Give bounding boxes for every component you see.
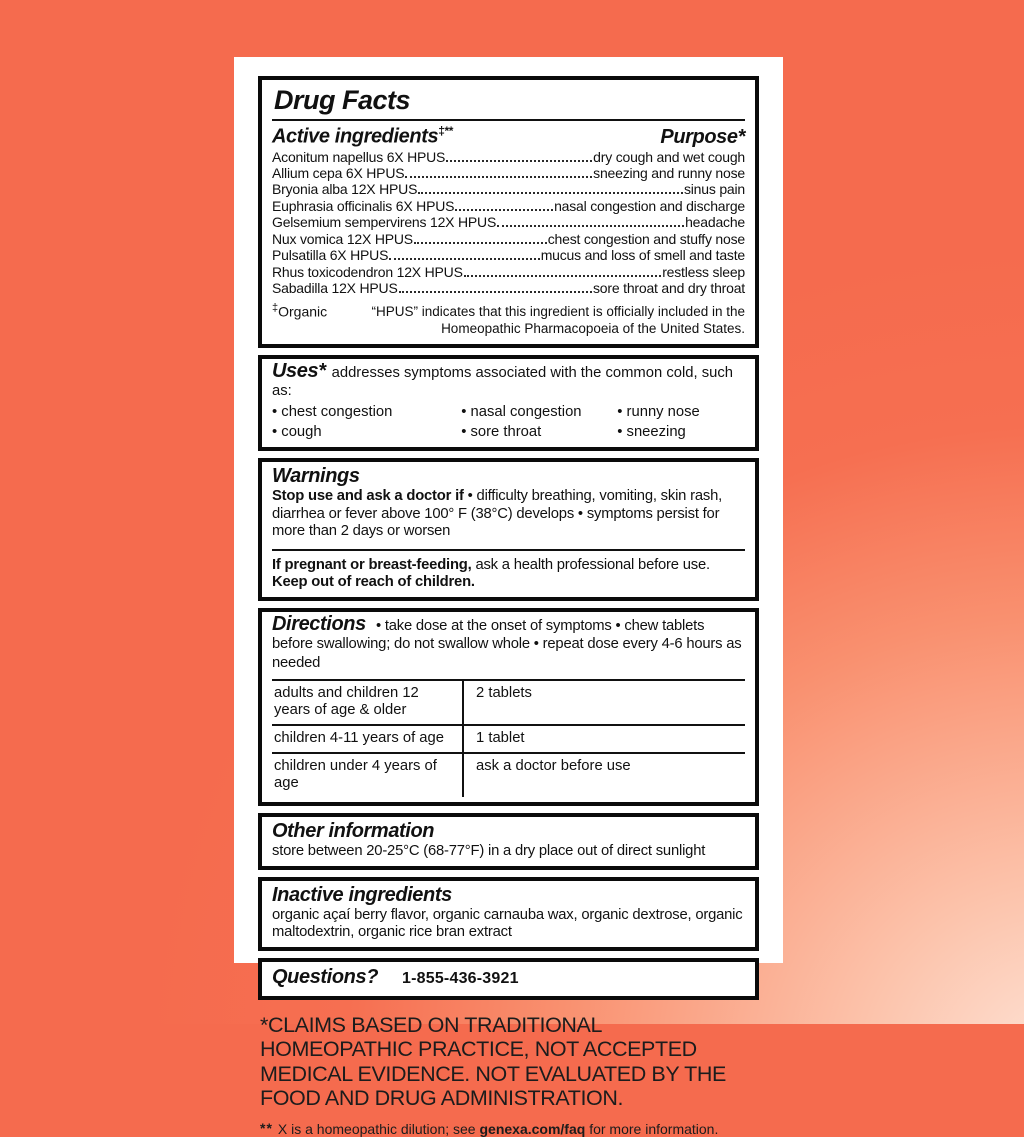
uses-bullet-grid: [272, 402, 745, 442]
dagger-mark: ‡: [272, 302, 279, 315]
uses-bullet: • cough: [272, 424, 322, 441]
section-questions: [258, 958, 759, 1000]
ingredient-row: [272, 231, 745, 247]
uses-header: [272, 362, 745, 400]
dotted-leader: [389, 258, 539, 260]
ingredient-row: [272, 280, 745, 296]
uses-heading: Uses*: [272, 360, 326, 383]
drug-facts-title: Drug Facts: [272, 83, 745, 121]
active-ingredients-heading: Active ingredients‡**: [272, 124, 454, 148]
dosage-row: [272, 681, 745, 726]
other-information-heading: Other information: [272, 820, 435, 843]
label-footer: [258, 1007, 759, 1137]
dotted-leader: [399, 291, 592, 293]
ingredient-purpose: restless sleep: [662, 263, 745, 280]
dosage-amount: 1 tablet: [476, 730, 525, 747]
directions-heading: Directions: [272, 612, 366, 635]
dosage-age-group: children 4-11 years of age: [272, 726, 464, 752]
genexa-faq-link: genexa.com/faq: [479, 1120, 586, 1137]
dosage-row: [272, 726, 745, 754]
inactive-ingredients-heading: Inactive ingredients: [272, 883, 452, 906]
other-information-text: store between 20-25°C (68-77°F) in a dry place out of direct sunlight: [272, 843, 706, 860]
ingredient-purpose: headache: [685, 214, 745, 231]
warnings-heading: Warnings: [272, 465, 360, 488]
dosage-age-group: children under 4 years of age: [272, 754, 464, 797]
dosage-row: [272, 754, 745, 797]
active-ingredients-footnote-marks: ‡**: [438, 124, 454, 138]
dotted-leader: [455, 209, 553, 211]
uses-intro: addresses symptoms associated with the common cold, such as:: [272, 365, 733, 400]
claims-disclaimer: *CLAIMS BASED ON TRADITIONAL HOMEOPATHIC PRACTICE, NOT ACCEPTED MEDICAL EVIDENCE. NOT EVALUATED BY THE FOOD AND DRUG ADMINISTRATION.: [260, 1012, 726, 1111]
ingredient-row: [272, 214, 745, 230]
warnings-stop-use: Stop use and ask a doctor if • difficulty breathing, vomiting, skin rash, diarrhea or fever above 100° F (38°C) develops • symptoms persist for more than 2 days or worsen: [272, 488, 723, 540]
directions-header: [272, 612, 745, 673]
dosage-amount: 2 tablets: [476, 685, 532, 702]
ingredient-purpose: dry cough and wet cough: [593, 148, 745, 165]
inactive-ingredients-text: organic açaí berry flavor, organic carnauba wax, organic dextrose, organic maltodextrin, organic rice bran extract: [272, 906, 743, 941]
warnings-divider: [272, 549, 745, 551]
ingredient-row: [272, 198, 745, 214]
ingredient-name: Nux vomica 12X HPUS: [272, 230, 413, 247]
dotted-leader: [446, 160, 592, 162]
ingredient-purpose: nasal congestion and discharge: [554, 197, 745, 214]
ingredient-row: [272, 247, 745, 263]
active-ingredients-header-row: [272, 124, 745, 149]
section-other-information: [258, 813, 759, 870]
ingredient-row: [272, 181, 745, 197]
uses-bullet: • chest congestion: [272, 404, 393, 421]
questions-row: [272, 965, 745, 991]
warnings-pregnant: If pregnant or breast-feeding, ask a health professional before use.: [272, 556, 710, 573]
ingredient-row: [272, 264, 745, 280]
dotted-leader: [405, 176, 592, 178]
dotted-leader: [414, 242, 547, 244]
section-inactive-ingredients: [258, 877, 759, 951]
dotted-leader: [418, 192, 683, 194]
dosage-age-group: adults and children 12 years of age & older: [272, 681, 464, 724]
active-ingredients-list: [272, 149, 745, 297]
ingredient-purpose: sinus pain: [683, 181, 745, 198]
section-uses: [258, 355, 759, 451]
dotted-leader: [497, 225, 684, 227]
dosage-table: [272, 679, 745, 797]
organic-footnote: ‡Organic: [272, 302, 328, 320]
ingredient-purpose: sore throat and dry throat: [593, 279, 745, 296]
section-warnings: [258, 458, 759, 601]
ingredient-row: [272, 149, 745, 165]
ingredient-name: Rhus toxicodendron 12X HPUS: [272, 263, 463, 280]
uses-bullet: • runny nose: [617, 404, 700, 421]
ingredient-name: Gelsemium sempervirens 12X HPUS: [272, 214, 497, 231]
active-footnotes: [272, 300, 745, 339]
ingredient-name: Bryonia alba 12X HPUS: [272, 181, 418, 198]
ingredient-purpose: mucus and loss of smell and taste: [540, 247, 745, 264]
warnings-children: Keep out of reach of children.: [272, 574, 475, 591]
questions-phone-number: 1-855-436-3921: [402, 969, 519, 987]
questions-heading: Questions?: [272, 965, 379, 988]
uses-bullet: • sneezing: [617, 424, 686, 441]
ingredient-name: Sabadilla 12X HPUS: [272, 279, 398, 296]
ingredient-name: Euphrasia officinalis 6X HPUS: [272, 197, 455, 214]
ingredient-purpose: sneezing and runny nose: [593, 165, 745, 182]
dilution-note: ** X is a homeopathic dilution; see genexa.com/faq for more information.: [260, 1119, 719, 1137]
section-drug-facts: [258, 76, 759, 348]
ingredient-name: Allium cepa 6X HPUS: [272, 165, 405, 182]
ingredient-name: Aconitum napellus 6X HPUS: [272, 148, 446, 165]
drug-facts-label-card: [234, 57, 783, 1137]
hpus-note: “HPUS” indicates that this ingredient is officially included in the Homeopathic Pharmacopoeia of the United States.: [371, 304, 745, 336]
ingredient-purpose: chest congestion and stuffy nose: [547, 230, 745, 247]
uses-bullet: • nasal congestion: [461, 404, 582, 421]
section-directions: [258, 608, 759, 807]
directions-intro: • take dose at the onset of symptoms • chew tablets before swallowing; do not swallow whole • repeat dose every 4-6 hours as needed: [272, 617, 742, 671]
dotted-leader: [464, 275, 661, 277]
dosage-amount: ask a doctor before use: [476, 758, 631, 775]
uses-bullet: • sore throat: [461, 424, 542, 441]
ingredient-name: Pulsatilla 6X HPUS: [272, 247, 389, 264]
double-asterisk-mark: **: [260, 1119, 273, 1136]
purpose-heading: Purpose*: [660, 125, 745, 148]
ingredient-row: [272, 165, 745, 181]
